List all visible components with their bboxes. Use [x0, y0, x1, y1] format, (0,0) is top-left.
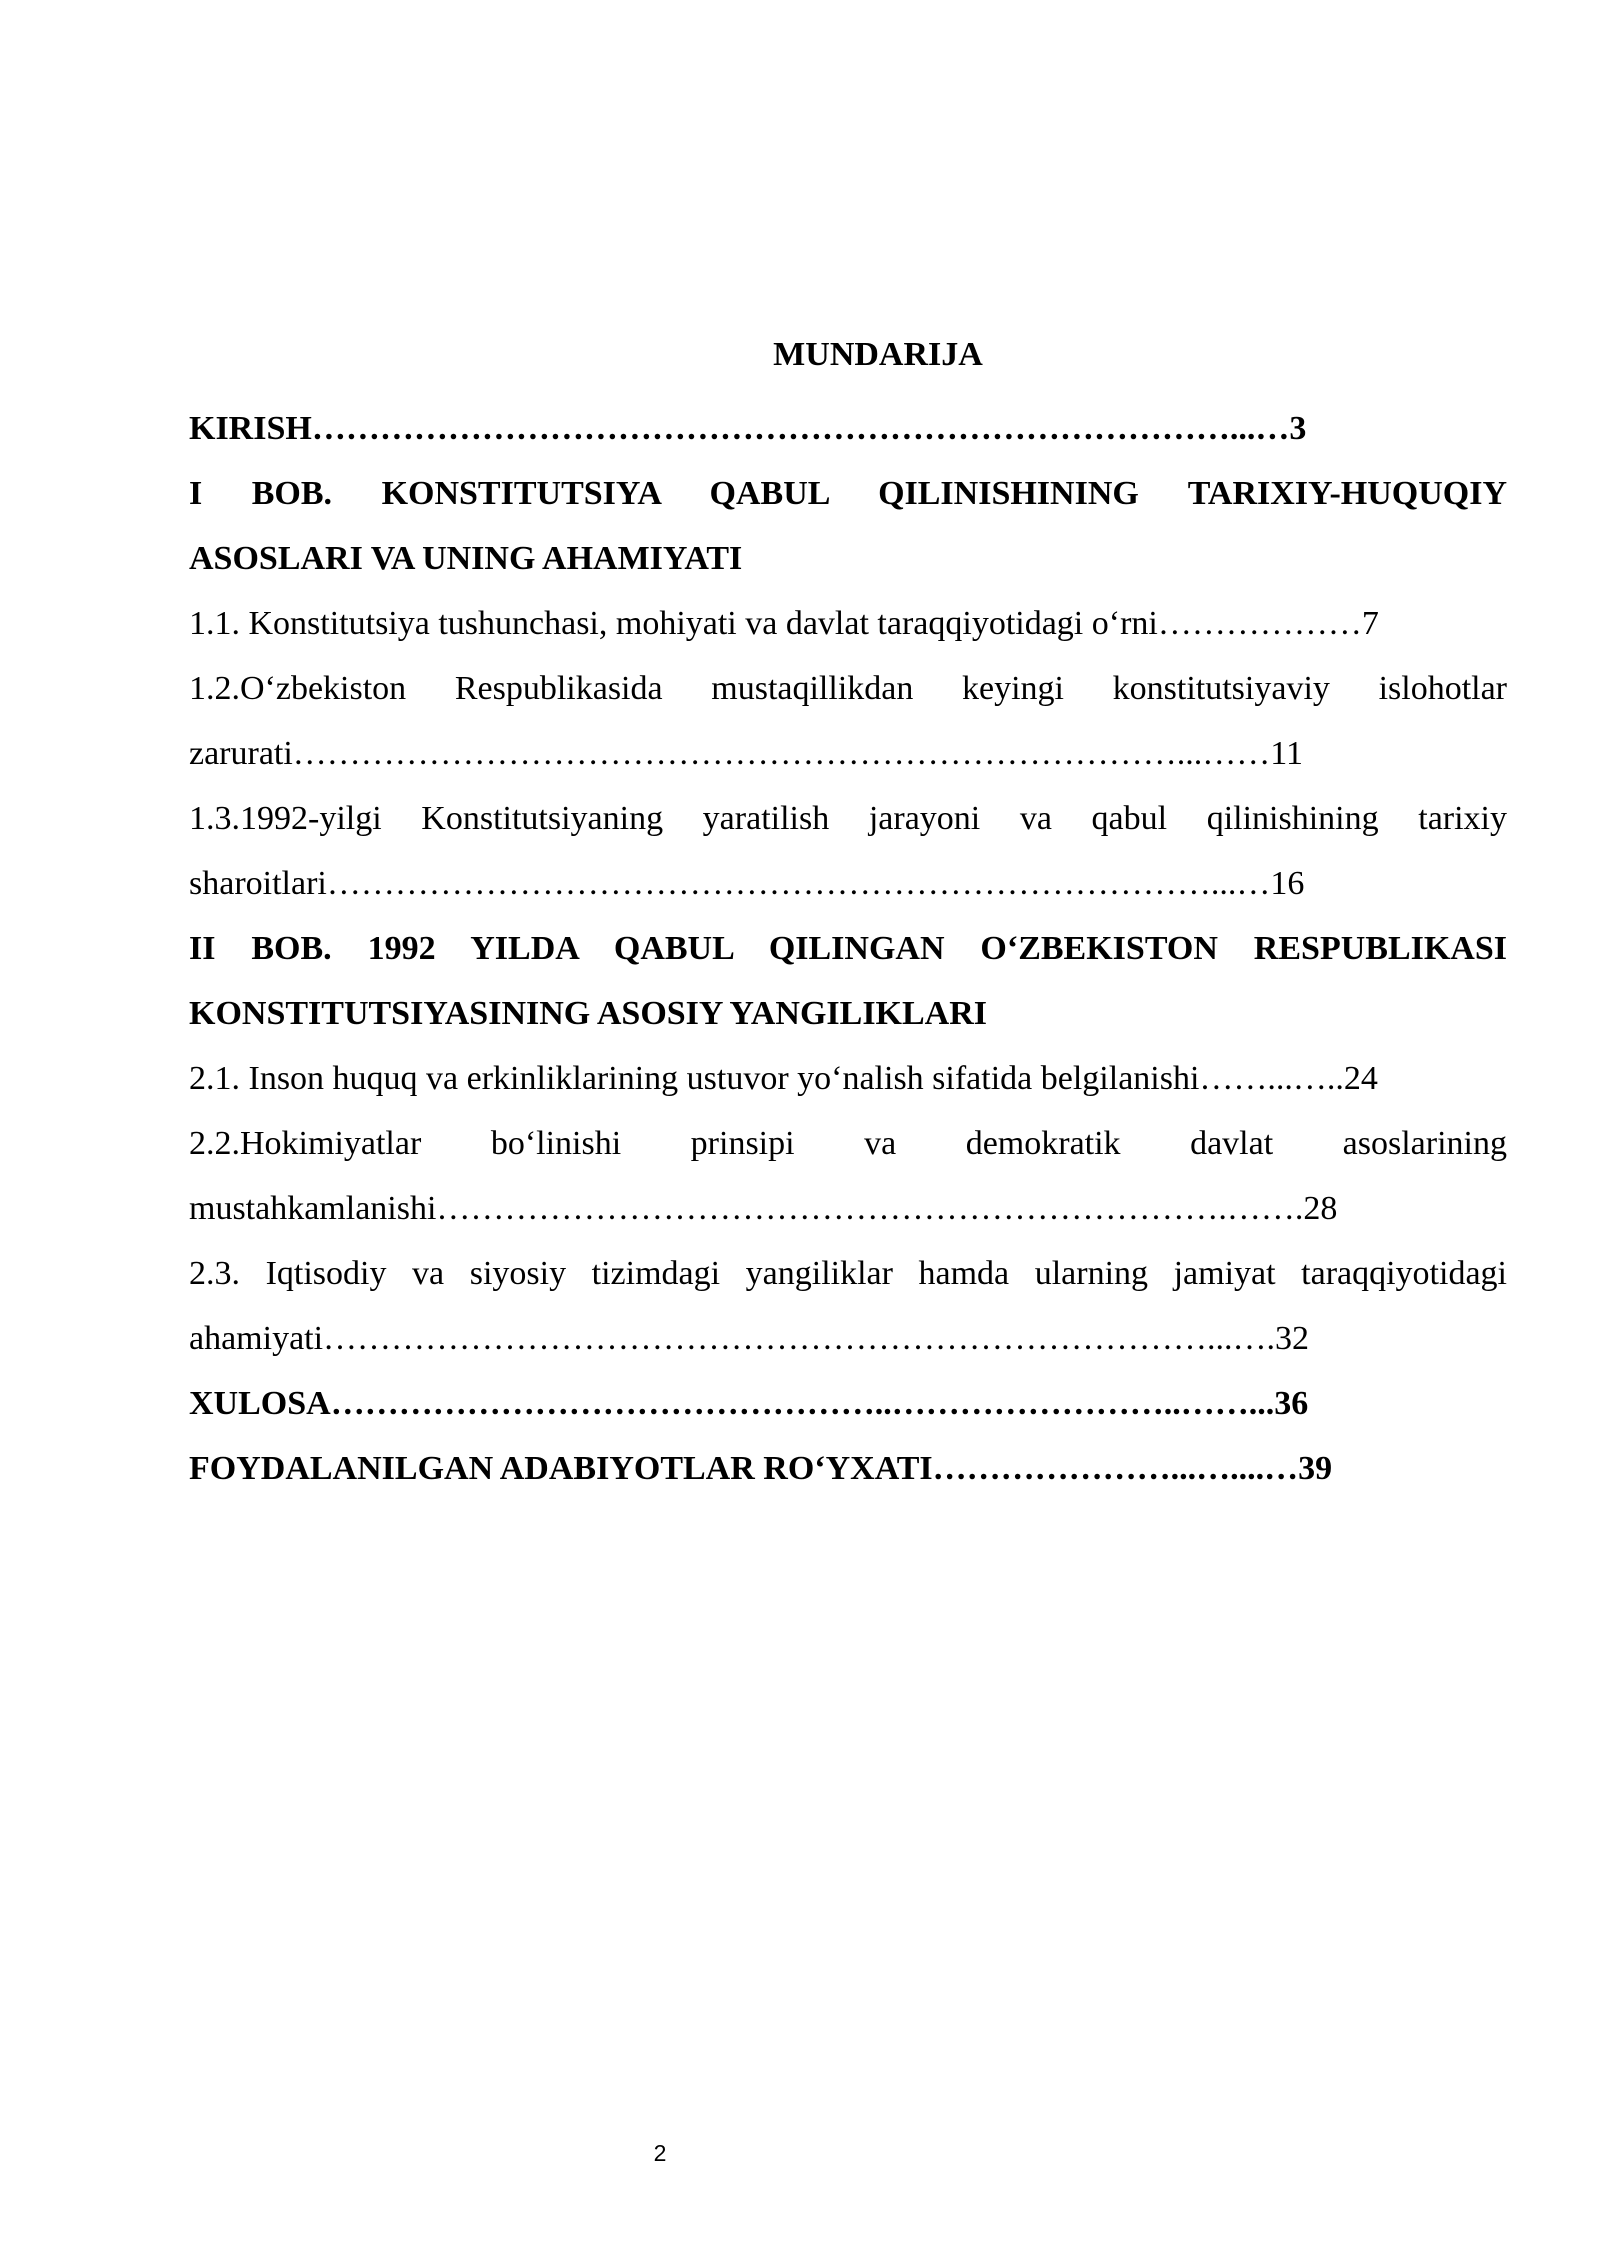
toc-entry-line: KONSTITUTSIYASINING ASOSIY YANGILIKLARI — [189, 995, 988, 1032]
toc-title: MUNDARIJA — [773, 336, 983, 373]
toc-entry-line: 2.2.Hokimiyatlar bo‘linishi prinsipi va demokratik davlat asoslarining — [189, 1125, 1507, 1162]
toc-entry-line: 1.3.1992-yilgi Konstitutsiyaning yaratilish jarayoni va qabul qilinishining tarixiy — [189, 800, 1507, 837]
toc-entry-line: ASOSLARI VA UNING AHAMIYATI — [189, 540, 743, 577]
toc-entry-line: 1.2.O‘zbekiston Respublikasida mustaqillikdan keyingi konstitutsiyaviy islohotlar — [189, 670, 1507, 707]
toc-entries — [189, 396, 1507, 1501]
toc-entry-line: XULOSA…………………………………………..……………………..……...36 — [189, 1385, 1309, 1422]
toc-entry-line: 2.1. Inson huquq va erkinliklarining ustuvor yo‘nalish sifatida belgilanishi……...…..24 — [189, 1060, 1378, 1097]
toc-entry-line: II BOB. 1992 YILDA QABUL QILINGAN O‘ZBEKISTON RESPUBLIKASI — [189, 930, 1507, 967]
toc-entry-line: sharoitlari……………………………………………………………………...…16 — [189, 865, 1305, 902]
toc-entry-line: I BOB. KONSTITUTSIYA QABUL QILINISHINING TARIXIY-HUQUQIY — [189, 475, 1507, 512]
toc-entry-line: mustahkamlanishi…………………………………………………………….…….28 — [189, 1190, 1338, 1227]
table-of-contents — [189, 332, 1507, 1501]
toc-entry-line: 1.1. Konstitutsiya tushunchasi, mohiyati va davlat taraqqiyotidagi o‘rni………………7 — [189, 605, 1379, 642]
page-number: 2 — [653, 2140, 667, 2166]
toc-entry-line: KIRISH………………………………………………………………………...…3 — [189, 410, 1307, 447]
toc-entry-line: zarurati……………………………………………………………………...……11 — [189, 735, 1304, 772]
toc-entry-line: 2.3. Iqtisodiy va siyosiy tizimdagi yangiliklar hamda ularning jamiyat taraqqiyotidagi — [189, 1255, 1507, 1292]
toc-entry-line: FOYDALANILGAN ADABIYOTLAR RO‘YXATI…………………...…....…39 — [189, 1450, 1333, 1487]
toc-entry-line: ahamiyati……………………………………………………………………...….32 — [189, 1320, 1310, 1357]
